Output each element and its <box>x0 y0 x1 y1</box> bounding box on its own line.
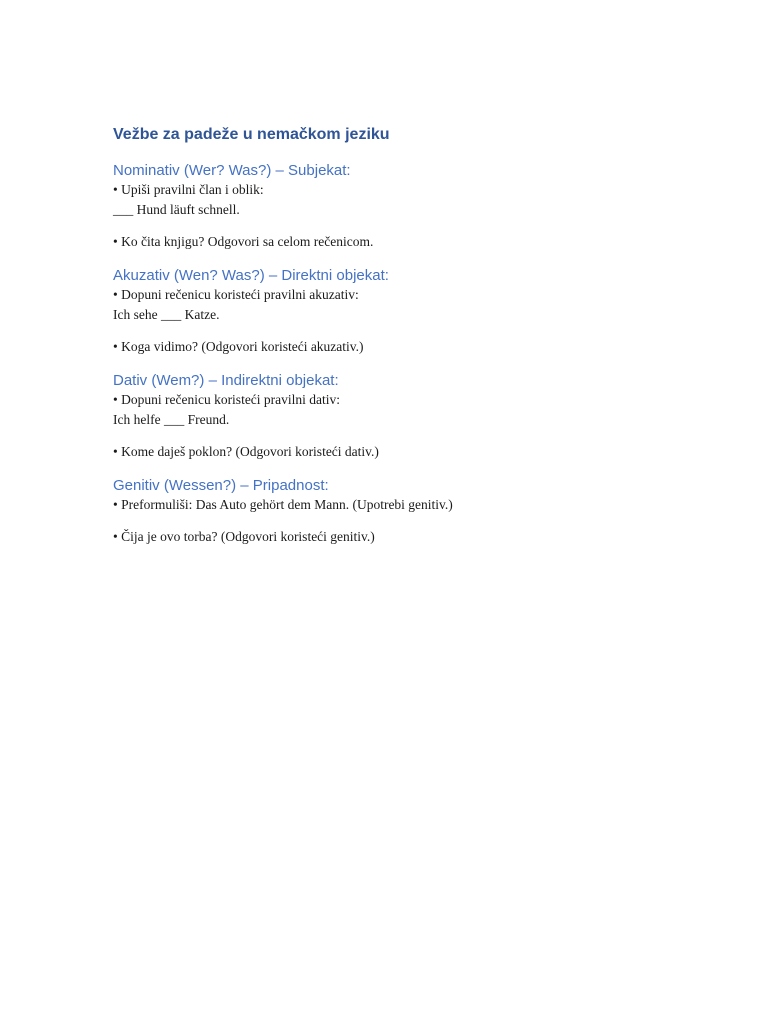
section-akuzativ <box>113 266 673 356</box>
exercise-line: ___ Hund läuft schnell. <box>113 201 240 217</box>
exercise-line: • Upiši pravilni član i oblik: <box>113 182 264 197</box>
section-dativ <box>113 371 673 461</box>
section-nominativ <box>113 161 673 251</box>
exercise-item <box>113 527 673 547</box>
page-title: Vežbe za padeže u nemačkom jeziku <box>113 126 390 143</box>
exercise-item <box>113 337 673 357</box>
exercise-item <box>113 285 673 324</box>
exercise-item <box>113 442 673 462</box>
exercise-line: • Preformuliši: Das Auto gehört dem Mann. (Upotrebi genitiv.) <box>113 497 453 512</box>
exercise-item <box>113 232 673 252</box>
section-heading: Dativ (Wem?) – Indirektni objekat: <box>113 372 339 389</box>
exercise-line: Ich helfe ___ Freund. <box>113 411 230 427</box>
exercise-line: • Čija je ovo torba? (Odgovori koristeći genitiv.) <box>113 529 375 544</box>
exercise-line: • Ko čita knjigu? Odgovori sa celom rečenicom. <box>113 233 374 249</box>
section-genitiv <box>113 476 673 547</box>
exercise-line: • Dopuni rečenicu koristeći pravilni akuzativ: <box>113 287 359 302</box>
section-heading: Genitiv (Wessen?) – Pripadnost: <box>113 477 329 494</box>
exercise-item <box>113 495 673 515</box>
exercise-line: • Koga vidimo? (Odgovori koristeći akuzativ.) <box>113 338 364 354</box>
exercise-item <box>113 180 673 219</box>
exercise-item <box>113 390 673 429</box>
section-heading: Nominativ (Wer? Was?) – Subjekat: <box>113 162 351 179</box>
document-body <box>113 124 673 547</box>
exercise-line: • Dopuni rečenicu koristeći pravilni dativ: <box>113 392 341 407</box>
section-heading: Akuzativ (Wen? Was?) – Direktni objekat: <box>113 267 389 284</box>
exercise-line: Ich sehe ___ Katze. <box>113 306 220 322</box>
exercise-line: • Kome daješ poklon? (Odgovori koristeći dativ.) <box>113 443 379 459</box>
